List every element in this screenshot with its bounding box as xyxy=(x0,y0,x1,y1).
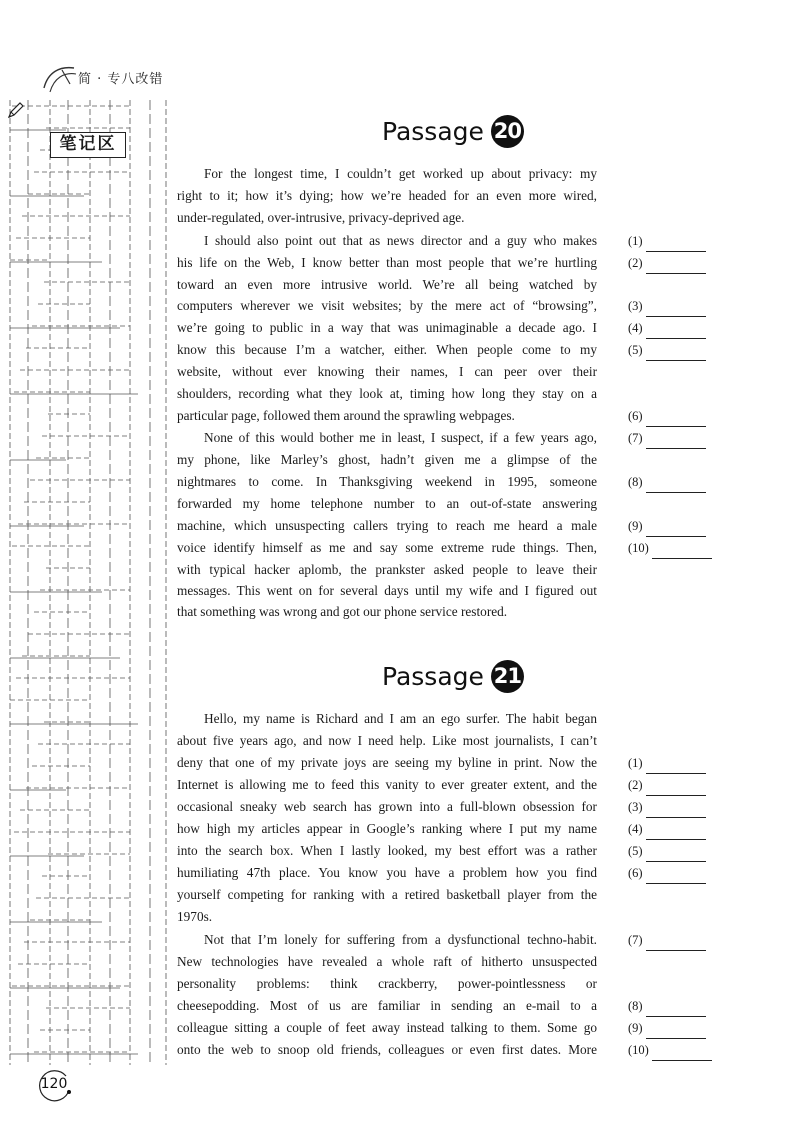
passage-number-badge: 21 xyxy=(491,660,524,693)
text-line: with typical hacker aplomb, the prankster asked people to leave their xyxy=(177,562,597,577)
blank-number: (7) xyxy=(628,431,643,445)
blank-line[interactable] xyxy=(646,346,706,361)
text-line: messages. This went on for several days until my wife and I figured out xyxy=(177,583,597,598)
blank-line[interactable] xyxy=(646,237,706,252)
text-line: deny that one of my private joys are seeing my byline in print. Now the xyxy=(177,755,597,770)
text-line: his life on the Web, I know better than most people that we’re hurtling xyxy=(177,255,597,270)
page-header xyxy=(40,62,210,94)
text-line: computers wherever we visit websites; by the mere act of “browsing”, xyxy=(177,298,597,313)
blank-line[interactable] xyxy=(646,522,706,537)
answer-blank[interactable] xyxy=(628,230,706,252)
blank-number: (9) xyxy=(628,519,643,533)
blank-number: (1) xyxy=(628,756,643,770)
passage-label: Passage xyxy=(382,662,484,691)
text-line: under-regulated, over-intrusive, privacy-deprived age. xyxy=(177,210,465,225)
blank-number: (10) xyxy=(628,1043,649,1057)
blank-number: (2) xyxy=(628,778,643,792)
answer-blank[interactable] xyxy=(628,515,706,537)
answer-blank[interactable] xyxy=(628,405,706,427)
pencil-icon xyxy=(6,100,26,120)
text-line: forwarded my home telephone number to an out-of-state answering xyxy=(177,496,597,511)
blank-number: (1) xyxy=(628,234,643,248)
blank-number: (4) xyxy=(628,321,643,335)
blank-line[interactable] xyxy=(646,936,706,951)
answer-blank[interactable] xyxy=(628,471,706,493)
blank-line[interactable] xyxy=(646,759,706,774)
blank-number: (3) xyxy=(628,800,643,814)
text-line: Hello, my name is Richard and I am an ego surfer. The habit began xyxy=(204,711,597,726)
text-line: particular page, followed them around the sprawling webpages. xyxy=(177,408,515,423)
answer-blank[interactable] xyxy=(628,752,706,774)
answer-blank[interactable] xyxy=(628,1039,712,1061)
blank-line[interactable] xyxy=(652,544,712,559)
passage-20-title xyxy=(382,115,524,148)
blank-line[interactable] xyxy=(646,847,706,862)
text-line: right to it; how it’s dying; how we’re headed for an even more wired, xyxy=(177,188,597,203)
text-line: I should also point out that as news director and a guy who makes xyxy=(204,233,597,248)
notes-title: 笔记区 xyxy=(50,132,126,158)
blank-number: (7) xyxy=(628,933,643,947)
blank-line[interactable] xyxy=(646,825,706,840)
blank-line[interactable] xyxy=(646,803,706,818)
text-line: know this because I’m a watcher, either. When people come to my xyxy=(177,342,597,357)
header-title: 简 · 专八改错 xyxy=(78,72,164,87)
blank-line[interactable] xyxy=(646,412,706,427)
text-line: toward an even more intrusive world. We’re all being watched by xyxy=(177,277,597,292)
answer-blank[interactable] xyxy=(628,862,706,884)
blank-number: (4) xyxy=(628,822,643,836)
answer-blank[interactable] xyxy=(628,774,706,796)
text-line: about five years ago, and now I need help. Like most journalists, I can’t xyxy=(177,733,597,748)
notes-area xyxy=(6,100,168,1065)
blank-number: (5) xyxy=(628,343,643,357)
text-line: yourself competing for ranking with a retired basketball player from the xyxy=(177,887,597,902)
answer-blank[interactable] xyxy=(628,796,706,818)
page-number-text: 120 xyxy=(40,1076,68,1092)
blank-number: (3) xyxy=(628,299,643,313)
blank-number: (8) xyxy=(628,999,643,1013)
text-line: cheesepodding. Most of us are familiar in sending an e-mail to a xyxy=(177,998,597,1013)
answer-blank[interactable] xyxy=(628,317,706,339)
blank-line[interactable] xyxy=(646,478,706,493)
page-number xyxy=(36,1068,72,1104)
blank-line[interactable] xyxy=(646,781,706,796)
blank-number: (2) xyxy=(628,256,643,270)
blank-line[interactable] xyxy=(646,324,706,339)
blank-line[interactable] xyxy=(652,1046,712,1061)
header-swoosh-icon xyxy=(40,62,80,94)
blank-line[interactable] xyxy=(646,1002,706,1017)
text-line: nightmares to come. In Thanksgiving weekend in 1995, someone xyxy=(177,474,597,489)
notes-grid xyxy=(6,100,168,1065)
text-line: occasional sneaky web search has grown into a full-blown obsession for xyxy=(177,799,597,814)
text-line: Internet is allowing me to feed this vanity to ever greater extent, and the xyxy=(177,777,597,792)
blank-number: (10) xyxy=(628,541,649,555)
text-line: Not that I’m lonely for suffering from a dysfunctional techno-habit. xyxy=(204,932,597,947)
answer-blank[interactable] xyxy=(628,339,706,361)
text-line: shoulders, recording what they look at, timing how long they stay on a xyxy=(177,386,597,401)
blank-number: (5) xyxy=(628,844,643,858)
text-line: how high my articles appear in Google’s ranking where I put my name xyxy=(177,821,597,836)
text-line: humiliating 47th place. You know you have a problem how you find xyxy=(177,865,597,880)
blank-number: (6) xyxy=(628,409,643,423)
text-line: onto the web to snoop old friends, colleagues or even first dates. More xyxy=(177,1042,597,1057)
blank-line[interactable] xyxy=(646,1024,706,1039)
answer-blank[interactable] xyxy=(628,818,706,840)
answer-blank[interactable] xyxy=(628,1017,706,1039)
text-line: For the longest time, I couldn’t get worked up about privacy: my xyxy=(204,166,597,181)
text-line: my phone, like Marley’s ghost, hadn’t given me a glimpse of the xyxy=(177,452,597,467)
blank-number: (6) xyxy=(628,866,643,880)
text-line: None of this would bother me in least, I suspect, if a few years ago, xyxy=(204,430,597,445)
text-line: personality problems: think crackberry, power-pointlessness or xyxy=(177,976,597,991)
text-line: colleague sitting a couple of feet away instead talking to them. Some go xyxy=(177,1020,597,1035)
text-line: 1970s. xyxy=(177,909,213,924)
blank-line[interactable] xyxy=(646,869,706,884)
text-line: voice identify himself as me and say some extreme rude things. Then, xyxy=(177,540,597,555)
blank-line[interactable] xyxy=(646,434,706,449)
answer-blank[interactable] xyxy=(628,929,706,951)
blank-line[interactable] xyxy=(646,259,706,274)
answer-blank[interactable] xyxy=(628,295,706,317)
answer-blank[interactable] xyxy=(628,252,706,274)
text-line: New technologies have revealed a whole raft of hitherto unsuspected xyxy=(177,954,597,969)
passage-21-title xyxy=(382,660,524,693)
answer-blank[interactable] xyxy=(628,995,706,1017)
text-line: website, without ever knowing their names, I can peer over their xyxy=(177,364,597,379)
answer-blank[interactable] xyxy=(628,427,706,449)
text-line: we’re going to public in a way that was unimaginable a decade ago. I xyxy=(177,320,597,335)
blank-line[interactable] xyxy=(646,302,706,317)
answer-blank[interactable] xyxy=(628,537,712,559)
answer-blank[interactable] xyxy=(628,840,706,862)
text-line: machine, which unsuspecting callers trying to reach me heard a male xyxy=(177,518,597,533)
blank-number: (8) xyxy=(628,475,643,489)
blank-number: (9) xyxy=(628,1021,643,1035)
passage-label: Passage xyxy=(382,117,484,146)
text-line: into the search box. When I lastly looked, my best effort was a rather xyxy=(177,843,597,858)
text-line: that something was wrong and got our phone service restored. xyxy=(177,604,508,619)
passage-number-badge: 20 xyxy=(491,115,524,148)
